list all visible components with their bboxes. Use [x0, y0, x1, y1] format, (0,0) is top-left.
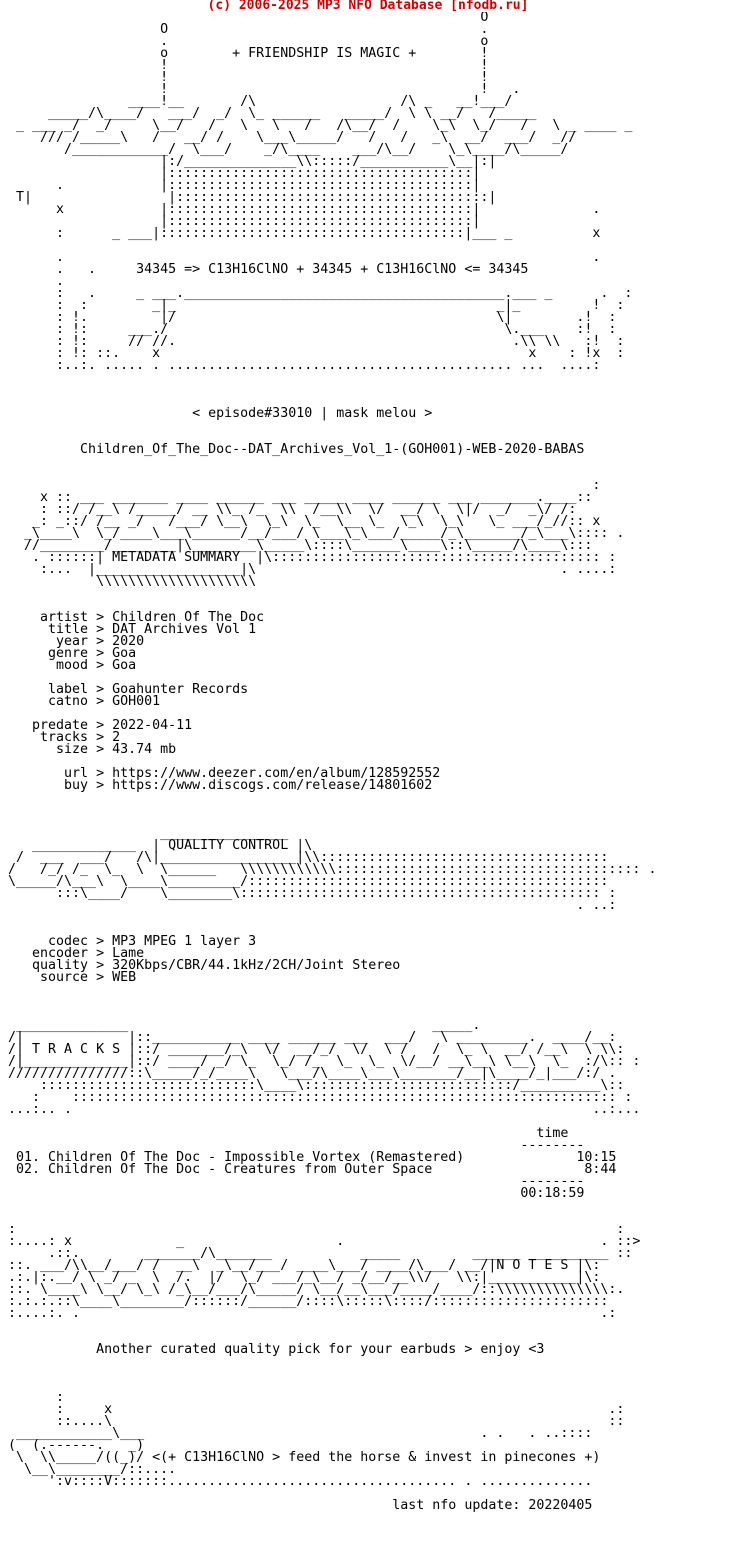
art-top-line: ! !	[0, 58, 489, 73]
metadata-row	[0, 696, 736, 708]
metadata-value: Goa	[112, 646, 137, 661]
track-row-1: 01. Children Of The Doc - Impossible Vortex (Remastered) 10:15	[0, 1150, 617, 1165]
metadata-key: tracks >	[0, 730, 113, 745]
metadata-value: 2022-04-11	[112, 718, 193, 733]
notes-text: Another curated quality pick for your earbuds > enjoy <3	[0, 1342, 545, 1357]
notes-banner-line: .:.|:.__/ \ _/ _ \ /. |/ \_/ ___/_\__/ _/__/__\\/ \\:|___________|\:	[0, 1270, 601, 1285]
art-top-line: . |::::::::::::::::::::::::::::::::::::::|	[0, 178, 481, 193]
notes-banner-line: :....: x _ . . ::>	[0, 1234, 641, 1249]
metadata-banner-line: _: _::/ /__ _/ /___/ \__\ \_\ \_ \__ \_ \_\ \_\ \_ ___/_//:: x	[0, 514, 601, 529]
art-top-line: _ ___ _/ _/ \__/ / \ \ / /\__/ / \_\ \_/ / \ _ ____ _	[0, 118, 633, 133]
nfo-document	[0, 12, 736, 1512]
metadata-banner-line: _\____\ \_/____\___\______/__/___/ \___\_\___/_____/_\_______/_\___\:::: .	[0, 526, 625, 541]
quality-banner-line: . ..:	[0, 898, 617, 913]
sign-off-line: last nfo update: 20220405	[0, 1498, 593, 1512]
quality-banner	[0, 828, 736, 912]
tracks-banner-line: ///////////////::\_____/_/____\ \___/\____\___\_______/__|\____/_|___/:/ .	[0, 1066, 617, 1081]
sign-off-line: \__\________/::....	[0, 1462, 177, 1477]
total-rule: --------	[0, 1174, 585, 1189]
quality-key: codec >	[0, 934, 113, 949]
tracks-banner-line: ______________ _____.	[0, 1018, 481, 1033]
metadata-key: mood >	[0, 658, 113, 673]
art-top-line: : !: // //. .\\ \\ :! :	[0, 334, 625, 349]
release-name: Children_Of_The_Doc--DAT_Archives_Vol_1-(GOH001)-WEB-2020-BABAS	[0, 442, 585, 457]
metadata-key: year >	[0, 634, 113, 649]
quality-key: quality >	[0, 958, 113, 973]
metadata-key: catno >	[0, 694, 113, 709]
quality-banner-line: _____________ | QUALITY CONTROL |\	[0, 838, 313, 853]
art-top-line: ! !	[0, 70, 489, 85]
metadata-banner	[0, 480, 736, 588]
quality-banner-line: :::\____/ \________\::::::::::::::::::::::::::::::::::::::::::::: :	[0, 886, 617, 901]
notes-banner-line: : :	[0, 1222, 625, 1237]
tracks-banner-line: : :::::::::::::::::::::::::::::::::::::::::::::::::::::::::::::::::::: :	[0, 1090, 633, 1105]
art-top-line: |::::::::::::::::::::::::::::::::::::::|	[0, 166, 481, 181]
metadata-value: https://www.deezer.com/en/album/128592552	[112, 766, 441, 781]
notes-banner-line: :.:.:.::\____\________/::::::/______/::::\:::::\::::/::::::::::::::::::::::	[0, 1294, 609, 1309]
metadata-key: url >	[0, 766, 113, 781]
metadata-value: Goahunter Records	[112, 682, 249, 697]
art-top-line: |::::::::::::::::::::::::::::::::::::::|	[0, 214, 481, 229]
metadata-value: GOH001	[112, 694, 161, 709]
art-top-line: : . _ ___.________________________________________.___ _ . :	[0, 286, 633, 301]
metadata-value: DAT Archives Vol 1	[112, 622, 257, 637]
metadata-banner-line: //________/________|\________\_____\::::\______\____\::\_____/\____\:::	[0, 538, 593, 553]
art-top-block	[0, 12, 736, 372]
metadata-list	[0, 612, 736, 792]
sign-off-line: : x .:	[0, 1402, 625, 1417]
art-top-line: /____________/ \___/ _/\____ ___/\__/ \_\____/\_____/	[0, 142, 569, 157]
metadata-row	[0, 660, 736, 672]
art-top-line: : !: ::. x x : !x :	[0, 346, 625, 361]
quality-banner-line: ________________	[0, 826, 289, 841]
art-top-line: : : _|_ _|_ ! :	[0, 298, 625, 313]
art-top-line: ! ! .	[0, 82, 521, 97]
sign-off-line: ____________\___ . . . ..::::	[0, 1426, 593, 1441]
metadata-banner-line: . ::::::| METADATA SUMMARY |\::::::::::::::::::::::::::::::::::::::::: :	[0, 550, 617, 565]
time-rule: --------	[0, 1138, 585, 1153]
sign-off-block	[0, 1392, 736, 1512]
quality-value: 320Kbps/CBR/44.1kHz/2CH/Joint Stereo	[112, 958, 401, 973]
notes-banner-line: .::. _______/\_______ _____ ______ __________ ::	[0, 1246, 633, 1261]
notes-banner	[0, 1224, 736, 1320]
quality-key: encoder >	[0, 946, 113, 961]
tracks-banner-line: /|_____________|::/ ____/ _/ \_ \_/ /_ \_ \_ \/__/ __\__\ \__\ \_ :/\:: :	[0, 1054, 641, 1069]
art-top-line: T| |:::::::::::::::::::::::::::::::::::::::|	[0, 190, 497, 205]
metadata-value: Children Of The Doc	[112, 610, 265, 625]
sign-off-line: ':v::::V:::::::.................................... . ..............	[0, 1474, 593, 1489]
quality-list	[0, 936, 736, 984]
metadata-banner-line: : ::/ /__\ /_____/ __ \\_ /_ \\ /__\\ \/ __/ \ \|/ _/ _\/ /:	[0, 502, 577, 517]
metadata-row	[0, 780, 736, 792]
art-top-line: O .	[0, 22, 489, 37]
time-column-header: time	[0, 1126, 569, 1141]
metadata-banner-line: \\\\\\\\\\\\\\\\\\\\	[0, 574, 257, 589]
metadata-key: title >	[0, 622, 113, 637]
quality-banner-line: \_____/\___\ \____\_________/:::::::::::::::::::::::::::::::::::::::::::::	[0, 874, 609, 889]
art-top-line: o + FRIENDSHIP IS MAGIC + !	[0, 46, 489, 61]
art-top-line: .	[0, 274, 65, 289]
total-time: 00:18:59	[0, 1186, 585, 1201]
art-top-line: : !: ___./ \.___ :! :	[0, 322, 617, 337]
quality-value: Lame	[112, 946, 145, 961]
notes-banner-line: :....:. . .:	[0, 1306, 617, 1321]
metadata-banner-line: :... |__________________|\ . ....:	[0, 562, 617, 577]
notes-banner-line: ::. ___/\\__/___/ / __\ _\__/___/ ____\___/ ____/\___/ __/|N O T E S |\:	[0, 1258, 601, 1273]
quality-value: WEB	[112, 970, 137, 985]
art-top-line: . . 34345 => C13H16ClNO + 34345 + C13H16ClNO <= 34345	[0, 262, 529, 277]
metadata-row	[0, 744, 736, 756]
metadata-key: label >	[0, 682, 113, 697]
metadata-value: https://www.discogs.com/release/14801602	[112, 778, 433, 793]
metadata-banner-line: :	[0, 478, 601, 493]
quality-banner-line: / /_/ /_ \_ \ \______ \\\\\\\\\\\\:::::::::::::::::::::::::::::::::::::: .	[0, 862, 657, 877]
quality-key: source >	[0, 970, 113, 985]
art-top-line: : !. |/ \| .! :	[0, 310, 617, 325]
metadata-key: genre >	[0, 646, 113, 661]
episode-line: < episode#33010 | mask melou >	[0, 406, 433, 421]
art-top-line: |:/______________\\:::::/___________\__|:|	[0, 154, 497, 169]
quality-row	[0, 972, 736, 984]
tracks-banner	[0, 1020, 736, 1116]
quality-banner-line: / ___ ___/ /\|_________________|\\::::::::::::::::::::::::::::::::::::	[0, 850, 609, 865]
metadata-value: 2	[112, 730, 121, 745]
metadata-value: 2020	[112, 634, 145, 649]
art-top-line: _____/\____/ ___/ _/ \_ ______ _____/ \ \ __/ /_____	[0, 106, 537, 121]
metadata-key: predate >	[0, 718, 113, 733]
metadata-key: size >	[0, 742, 113, 757]
quality-value: MP3 MPEG 1 layer 3	[112, 934, 257, 949]
tracks-banner-line: /| T R A C K S |::/ _______/_\ \/ __/_/ \/ \ / / \_ \ __/ /__\ \ \\:	[0, 1042, 625, 1057]
art-top-line: x |::::::::::::::::::::::::::::::::::::::| .	[0, 202, 601, 217]
art-top-line: . o	[0, 34, 489, 49]
metadata-banner-line: x :: ___ _______ ____ ______ ___ _____ ____ ______ ___ _______.____::	[0, 490, 593, 505]
tracks-banner-line: /| |::___________ ____ ______ ___ ___/ \ _________. ____/__:	[0, 1030, 617, 1045]
notes-banner-line: ::. \____\ \__/ \_\ /_\__/___/\_____/ \__/__\___/____/____/::\\\\\\\\\\\\\\:.	[0, 1282, 625, 1297]
art-top-line: ____!__ /\ /\ _ __!___/	[0, 94, 513, 109]
tracks-banner-line: ...:.. . ..:...	[0, 1102, 641, 1117]
art-top-line: /// /_____\ / __/ / \___\_____/ / / _\ __/ ___/ _//	[0, 130, 577, 145]
metadata-key: buy >	[0, 778, 113, 793]
sign-off-line: ( (.------. _)	[0, 1438, 145, 1453]
metadata-value: Goa	[112, 658, 137, 673]
art-top-line: O	[0, 12, 489, 25]
site-header-title: (c) 2006-2025 MP3 NFO Database [nfodb.ru]	[207, 0, 529, 13]
track-row-2: 02. Children Of The Doc - Creatures from Outer Space 8:44	[0, 1162, 617, 1177]
art-top-line: . .	[0, 250, 601, 265]
sign-off-line: ::....\ ::	[0, 1414, 625, 1429]
sign-off-line: \ \\_____/((_)/ <(+ C13H16ClNO > feed the horse & invest in pinecones +)	[0, 1450, 601, 1465]
metadata-value: 43.74 mb	[112, 742, 177, 757]
metadata-key: artist >	[0, 610, 113, 625]
art-top-line: :..:. ..... . ........................................... ... ....:	[0, 358, 601, 373]
sign-off-line: :	[0, 1390, 65, 1405]
tracks-banner-line: :::::::::::::::::::::::::::\____\::::::::::::::::::::::::::/__________\::	[0, 1078, 625, 1093]
art-top-line: : _ ___|::::::::::::::::::::::::::::::::::::::|___ _ x	[0, 226, 601, 241]
